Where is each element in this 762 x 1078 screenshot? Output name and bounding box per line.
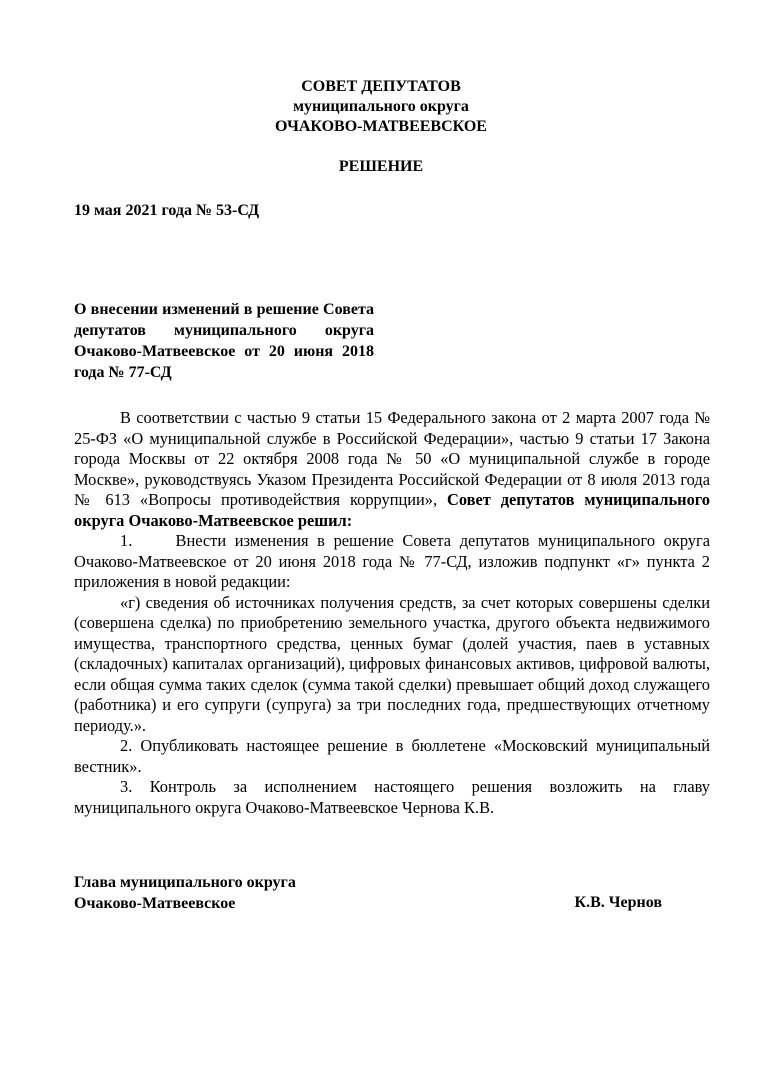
council-title: СОВЕТ ДЕПУТАТОВ <box>301 78 461 95</box>
item-1-quote: «г) сведения об источниках получения средств, за счет которых совершены сделки (совершена сделка) по приобретению земельного участка, другого объекта недвижимого имущества, транспортного средства, ценных бумаг (долей участия, паев в уставных (складочных) капиталах организаций), цифровых финансовых активов, цифровой валюты, если общая сумма таких сделок (сумма такой сделки) превышает общий доход служащего (работника) и его супруги (супруга) за три последних года, предшествующих отчетному периоду.». <box>74 592 710 735</box>
signature-title-line2: Очаково-Матвеевское <box>74 895 236 912</box>
preamble-text: В соответствии с частью 9 статьи 15 Федерального закона от 2 марта 2007 года № 25-ФЗ «О муниципальной службе в Российской Федерации», частью 9 статьи 17 Закона города Москвы от 22 октября 2008 года № 50 «О муниципальной службе в городе Москве», руководствуясь Указом Президента Российской Федерации от 8 июля 2013 года № 613 «Вопросы противодействия коррупции», <box>74 408 710 509</box>
municipal-district-label: муниципального округа <box>293 98 469 115</box>
preamble-paragraph <box>74 408 710 531</box>
signature-name: К.В. Чернов <box>574 894 662 911</box>
subject-heading: О внесении изменений в решение Совета депутатов муниципального округа Очаково-Матвеевское от 20 июня 2018 года № 77-СД <box>74 301 374 381</box>
signature-title <box>74 872 296 914</box>
date-number: 19 мая 2021 года № 53-СД <box>74 202 260 219</box>
document-type: РЕШЕНИЕ <box>338 158 424 175</box>
item-2: 2. Опубликовать настоящее решение в бюллетене «Московский муниципальный вестник». <box>74 736 710 776</box>
item-3: 3. Контроль за исполнением настоящего решения возложить на главу муниципального округа Очаково-Матвеевское Чернова К.В. <box>74 777 710 817</box>
document-body <box>74 408 710 818</box>
signature-title-line1: Глава муниципального округа <box>74 874 296 891</box>
district-name: ОЧАКОВО-МАТВЕЕВСКОЕ <box>275 118 487 135</box>
item-1: 1. Внести изменения в решение Совета депутатов муниципального округа Очаково-Матвеевское от 20 июня 2018 года № 77-СД, изложив подпункт «г» пункта 2 приложения в новой редакции: <box>74 531 710 591</box>
preamble-bold: Совет депутатов муниципального округа Очаково-Матвеевское решил: <box>74 490 710 530</box>
